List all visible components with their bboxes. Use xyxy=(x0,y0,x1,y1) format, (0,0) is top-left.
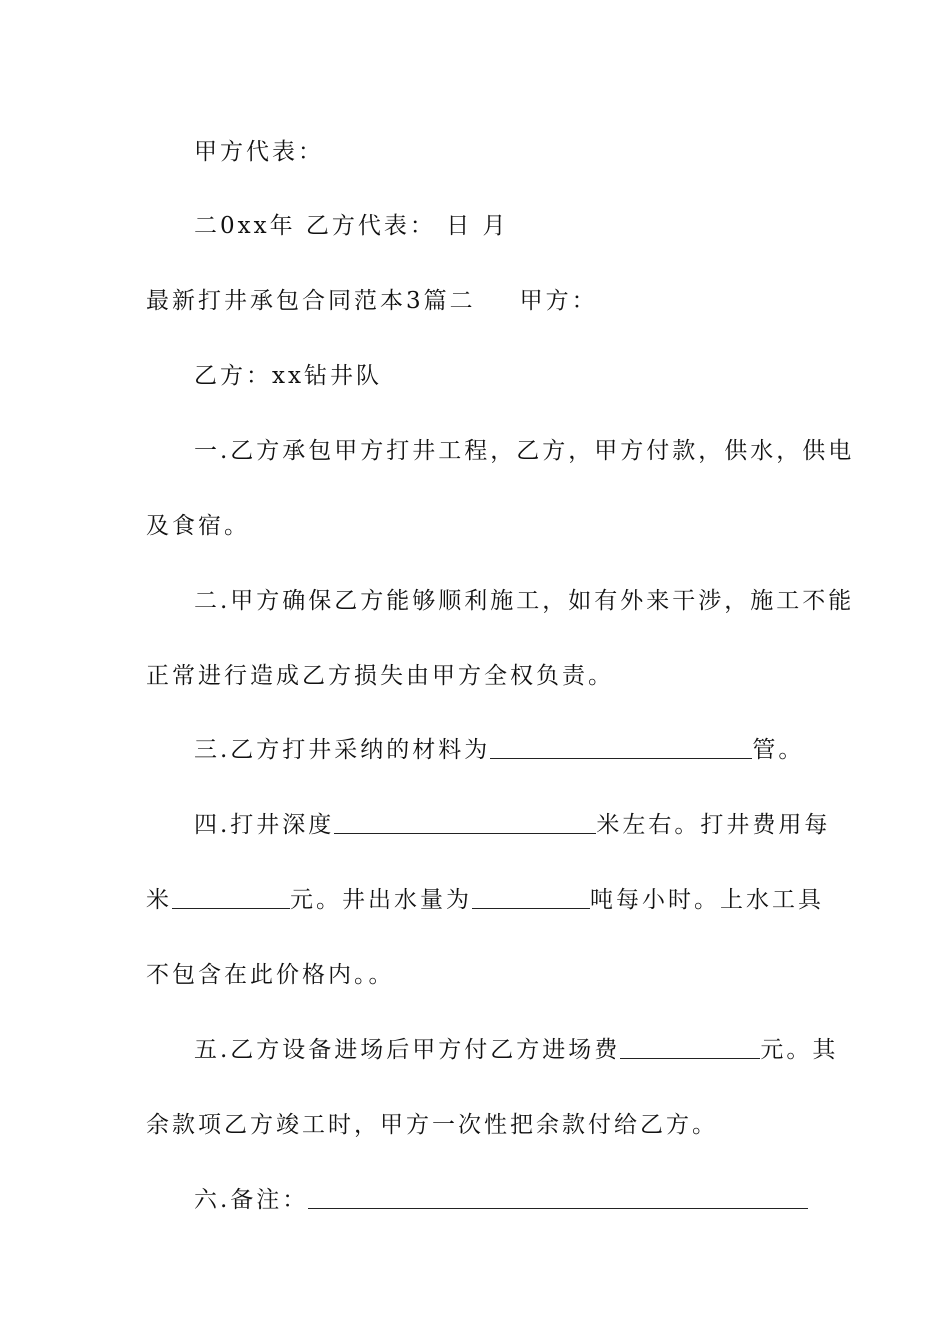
clause-5-line-2 xyxy=(146,1110,810,1140)
clause-4-line-1 xyxy=(194,810,831,840)
party-a-representative-text: 甲方代表： xyxy=(194,139,324,165)
date-line-text: 二0xx年 乙方代表： 日 月 xyxy=(194,213,509,239)
heading-party-a: 甲方： xyxy=(519,288,598,314)
material-blank xyxy=(490,736,752,759)
clause-4-text-c: 不包含在此价格内。。 xyxy=(146,962,395,988)
clause-3-text-pre: 三.乙方打井采纳的材料为 xyxy=(194,737,491,763)
clause-1-line-2 xyxy=(146,511,810,541)
clause-1-line-1 xyxy=(194,436,855,466)
clause-5-line-1 xyxy=(194,1035,839,1065)
document-heading xyxy=(146,286,810,316)
clause-2-text-b: 正常进行造成乙方损失由甲方全权负责。 xyxy=(146,663,614,689)
clause-6-text-pre: 六.备注： xyxy=(194,1187,309,1213)
clause-4-line-2 xyxy=(146,885,824,915)
clause-3-line xyxy=(194,735,810,765)
party-b-line xyxy=(194,361,810,391)
clause-1-text-a: 一.乙方承包甲方打井工程，乙方，甲方付款，供水，供电 xyxy=(194,438,855,464)
party-b-text: 乙方：xx钻井队 xyxy=(194,363,382,389)
date-line xyxy=(194,211,810,241)
remarks-blank xyxy=(308,1186,808,1209)
clause-4-line-3 xyxy=(146,960,810,990)
clause-2-text-a: 二.甲方确保乙方能够顺利施工，如有外来干涉，施工不能 xyxy=(194,588,855,614)
clause-1-text-b: 及食宿。 xyxy=(146,513,250,539)
heading-title: 最新打井承包合同范本3篇二 xyxy=(146,288,476,314)
clause-5-text-b: 余款项乙方竣工时，甲方一次性把余款付给乙方。 xyxy=(146,1112,718,1138)
clause-4-text-b-3: 吨每小时。上水工具 xyxy=(590,887,824,913)
clause-3-text-post: 管。 xyxy=(752,737,805,763)
water-output-blank xyxy=(472,886,590,909)
clause-5-text-a-pre: 五.乙方设备进场后甲方付乙方进场费 xyxy=(194,1037,621,1063)
clause-2-line-2 xyxy=(146,661,810,691)
clause-4-text-a-post: 米左右。打井费用每 xyxy=(596,812,831,838)
clause-4-text-b-2: 元。井出水量为 xyxy=(290,887,472,913)
clause-5-text-a-post: 元。其 xyxy=(760,1037,839,1063)
clause-4-text-a-pre: 四.打井深度 xyxy=(194,812,335,838)
party-a-representative xyxy=(194,137,810,167)
entry-fee-blank xyxy=(620,1036,760,1059)
clause-4-text-b-1: 米 xyxy=(146,887,172,913)
price-per-meter-blank xyxy=(172,886,290,909)
clause-2-line-1 xyxy=(194,586,855,616)
clause-6-line xyxy=(194,1185,810,1215)
depth-blank xyxy=(334,811,596,834)
